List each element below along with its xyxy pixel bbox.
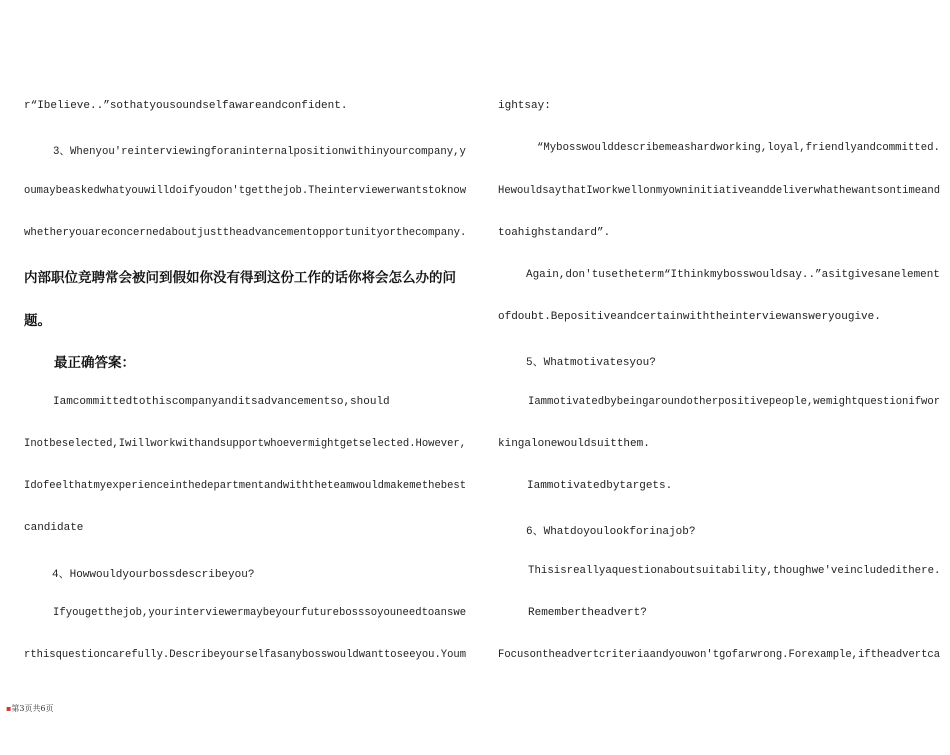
text-line: Idofeelthatmyexperienceinthedepartmentandwiththeteamwouldmakemethebest (24, 480, 467, 492)
text-line: oumaybeaskedwhatyouwilldoifyoudon'tgetthejob.Theinterviewerwantstoknow (24, 185, 467, 197)
text-line: Thisisreallyaquestionaboutsuitability,thoughwe'veincludedithere. (528, 565, 941, 577)
text-line: 4、Howwouldyourbossdescribeyou? (52, 569, 255, 581)
text-line: candidate (24, 522, 84, 534)
chinese-heading-line: 内部职位竞聘常会被问到假如你没有得到这份工作的话你将会怎么办的问 (24, 270, 456, 286)
text-line: 5、Whatmotivatesyou? (526, 357, 656, 369)
text-line: Inotbeselected,Iwillworkwithandsupportwhoevermightgetselected.However, (24, 438, 467, 450)
text-line: Focusontheadvertcriteriaandyouwon'tgofarwrong.Forexample,iftheadvertca (498, 649, 941, 661)
text-line: toahighstandard”. (498, 227, 611, 239)
text-line: r“Ibelieve..”sothatyousoundselfawareandconfident. (24, 100, 348, 112)
text-line: rthisquestioncarefully.Describeyourselfasanybosswouldwanttoseeyou.Youm (24, 649, 467, 661)
text-line: ofdoubt.Bepositiveandcertainwiththeinterviewansweryougive. (498, 311, 881, 323)
text-line: “Mybosswoulddescribemeashardworking,loyal,friendlyandcommitted. (537, 142, 940, 154)
text-line: ightsay: (498, 100, 551, 112)
text-line: Remembertheadvert? (528, 607, 647, 619)
text-line: kingalonewouldsuitthem. (498, 438, 650, 450)
text-line: Ifyougetthejob,yourinterviewermaybeyourfuturebosssoyouneedtoanswe (53, 607, 467, 619)
text-line: Iammotivatedbytargets. (527, 480, 673, 492)
best-answer-label: 最正确答案： (54, 355, 135, 371)
text-line: whetheryouareconcernedaboutjusttheadvancementopportunityorthecompany. (24, 227, 467, 239)
text-line: HewouldsaythatIworkwellonmyowninitiativeanddeliverwhathewantsontimeand (498, 185, 941, 197)
text-line: Iammotivatedbybeingaroundotherpositivepeople,wemightquestionifwor (528, 396, 941, 408)
text-line: 6、Whatdoyoulookforinajob? (526, 526, 696, 538)
text-line: 3、Whenyou'reinterviewingforaninternalpositionwithinyourcompany,y (53, 146, 466, 158)
page-number: 第3页共6页 (11, 704, 54, 713)
page-footer (6, 703, 54, 714)
text-line: Again,don'tusetheterm“Ithinkmybosswouldsay..”asitgivesanelement (526, 269, 940, 281)
text-line: Iamcommittedtothiscompanyanditsadvancementso,should (53, 396, 390, 408)
chinese-heading-line: 题。 (24, 313, 51, 329)
footer-mark: ▪ (6, 704, 12, 713)
